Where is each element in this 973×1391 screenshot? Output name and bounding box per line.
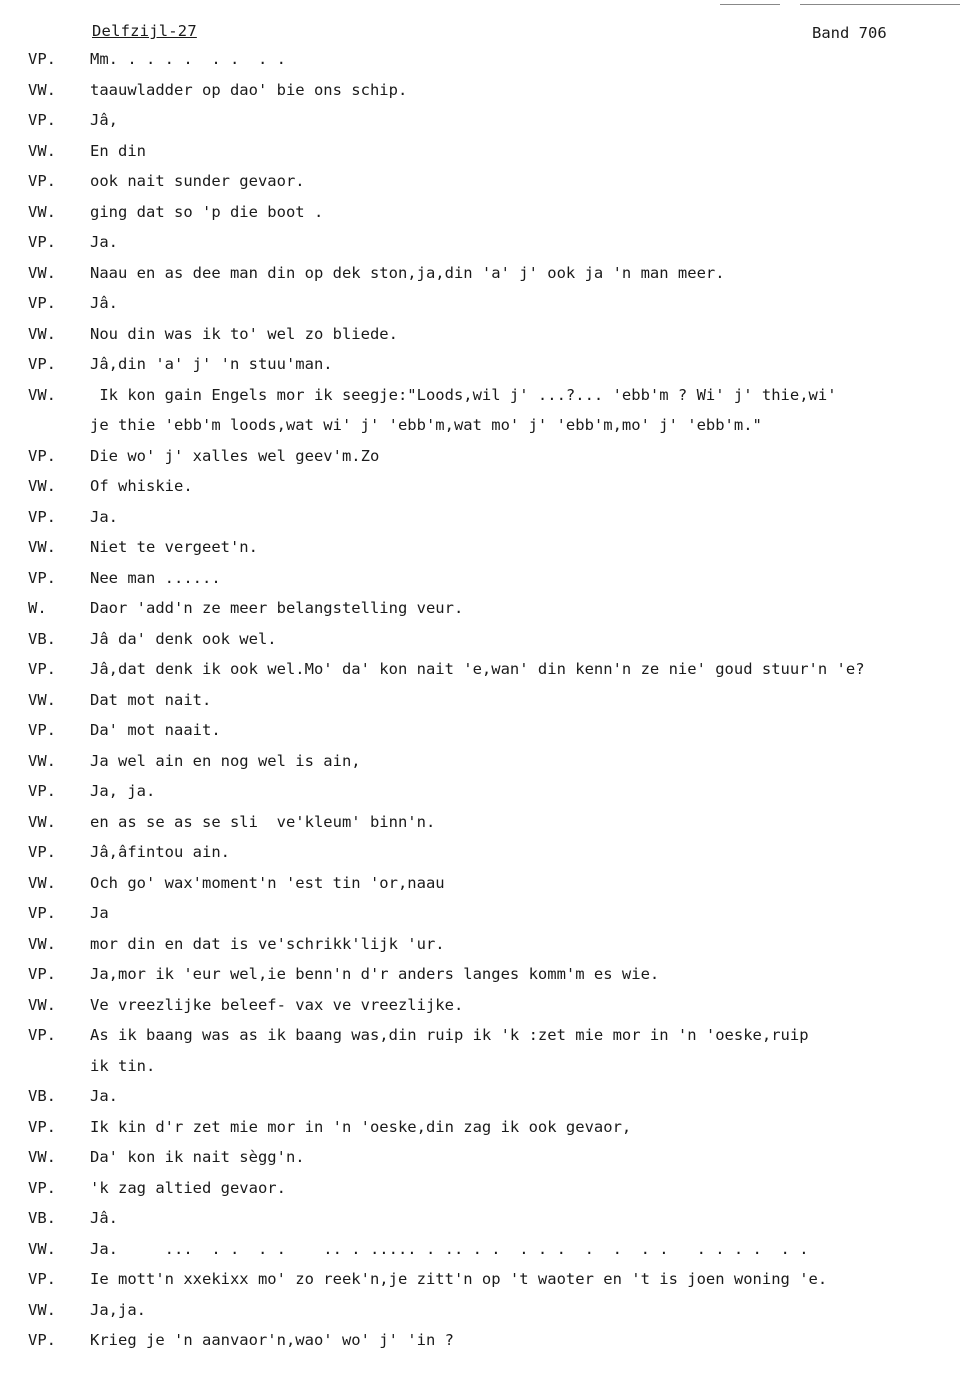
transcript-line — [0, 477, 973, 508]
speaker-code: VW. — [28, 538, 56, 556]
transcript-line — [0, 264, 973, 295]
transcript-line — [0, 142, 973, 173]
utterance-text: Ve vreezlijke beleef- vax ve vreezlijke. — [90, 995, 464, 1014]
transcript-line — [0, 416, 973, 447]
speaker-code: VW. — [28, 1300, 56, 1319]
utterance-text: Jâ, — [90, 111, 118, 129]
transcript-line — [0, 50, 973, 81]
transcript-line — [0, 81, 973, 112]
transcript-line — [0, 843, 973, 874]
utterance-text: Ja,mor ik 'eur wel,ie benn'n d'r anders langes komm'm es wie. — [90, 965, 660, 983]
speaker-code: VP. — [28, 1178, 56, 1197]
utterance-text: Och go' wax'moment'n 'est tin 'or,naau — [90, 873, 445, 892]
transcript-line — [0, 1331, 973, 1362]
utterance-text: Daor 'add'n ze meer belangstelling veur. — [90, 599, 464, 617]
speaker-code: VW. — [28, 324, 56, 343]
utterance-text: Nou din was ik to' wel zo bliede. — [90, 324, 398, 343]
speaker-code: VW. — [28, 385, 56, 404]
speaker-code: VB. — [28, 629, 56, 648]
speaker-code: VB. — [28, 1209, 56, 1227]
band-number: Band 706 — [812, 24, 887, 42]
speaker-code: VW. — [28, 934, 56, 953]
utterance-text: Die wo' j' xalles wel geev'm.Zo — [90, 446, 380, 465]
utterance-text: ook nait sunder gevaor. — [90, 172, 305, 190]
transcript-line — [0, 630, 973, 661]
transcript-line — [0, 721, 973, 752]
transcript-line — [0, 325, 973, 356]
transcript-line — [0, 782, 973, 813]
utterance-text: Ja — [90, 904, 109, 922]
speaker-code: VP. — [28, 111, 56, 129]
transcript-line — [0, 508, 973, 539]
transcript-line — [0, 172, 973, 203]
utterance-text: Ik kin d'r zet mie mor in 'n 'oeske,din zag ik ook gevaor, — [90, 1117, 632, 1136]
transcript-line — [0, 538, 973, 569]
transcript-line — [0, 1087, 973, 1118]
speaker-code: VW. — [28, 80, 56, 99]
transcript-line — [0, 1026, 973, 1057]
speaker-code: VP. — [28, 1270, 56, 1288]
speaker-code: VW. — [28, 141, 56, 160]
transcript-line — [0, 1209, 973, 1240]
transcript-line — [0, 599, 973, 630]
speaker-code: VW. — [28, 263, 56, 282]
speaker-code: VW. — [28, 690, 56, 709]
speaker-code: VW. — [28, 1239, 56, 1258]
utterance-text: Nee man ...... — [90, 568, 221, 587]
utterance-text: Ja. — [90, 233, 118, 251]
transcript-line — [0, 874, 973, 905]
speaker-code: VP. — [28, 294, 56, 312]
speaker-code: VB. — [28, 1087, 56, 1105]
transcript-line — [0, 447, 973, 478]
utterance-text: As ik baang was as ik baang was,din ruip ik 'k :zet mie mor in 'n 'oeske,ruip — [90, 1026, 809, 1044]
transcript-line — [0, 1240, 973, 1271]
utterance-text: Jâ da' denk ook wel. — [90, 629, 277, 648]
speaker-code: VP. — [28, 904, 56, 922]
speaker-code: W. — [28, 599, 47, 617]
speaker-code: VP. — [28, 721, 56, 739]
utterance-text: en as se as se sli ve'kleum' binn'n. — [90, 812, 436, 831]
utterance-text: Ja wel ain en nog wel is ain, — [90, 751, 361, 770]
utterance-text: ik tin. — [90, 1056, 156, 1075]
utterance-text: Ja. ... . . . . .. . ..... . .. . . . . . . . . . . . . . . . — [90, 1239, 809, 1258]
utterance-text: mor din en dat is ve'schrikk'lijk 'ur. — [90, 934, 445, 953]
speaker-code: VW. — [28, 812, 56, 831]
top-rule — [720, 4, 780, 5]
transcript-line — [0, 752, 973, 783]
utterance-text: Jâ,dat denk ik ook wel.Mo' da' kon nait 'e,wan' din kenn'n ze nie' goud stuur'n 'e? — [90, 660, 865, 678]
speaker-code: VP. — [28, 843, 56, 861]
transcript-line — [0, 1179, 973, 1210]
utterance-text: Da' mot naait. — [90, 721, 221, 739]
transcript-line — [0, 1118, 973, 1149]
utterance-text: Ik kon gain Engels mor ik seegje:"Loods,wil j' ...?... 'ebb'm ? Wi' j' thie,wi' — [90, 385, 837, 404]
document-title: Delfzijl-27 — [92, 22, 197, 40]
transcript-line — [0, 965, 973, 996]
transcript-line — [0, 386, 973, 417]
transcript-line — [0, 691, 973, 722]
transcript-line — [0, 111, 973, 142]
transcript-line — [0, 935, 973, 966]
speaker-code: VW. — [28, 751, 56, 770]
utterance-text: 'k zag altied gevaor. — [90, 1178, 286, 1197]
speaker-code: VP. — [28, 507, 56, 526]
utterance-text: Dat mot nait. — [90, 690, 212, 709]
transcript-lines — [0, 50, 973, 1362]
utterance-text: Jâ. — [90, 1209, 118, 1227]
utterance-text: taauwladder op dao' bie ons schip. — [90, 80, 408, 99]
utterance-text: je thie 'ebb'm loods,wat wi' j' 'ebb'm,wat mo' j' 'ebb'm,mo' j' 'ebb'm." — [90, 416, 762, 434]
speaker-code: VW. — [28, 202, 56, 221]
transcript-line — [0, 1270, 973, 1301]
transcript-line — [0, 1301, 973, 1332]
utterance-text: Ja,ja. — [90, 1300, 146, 1319]
speaker-code: VW. — [28, 873, 56, 892]
transcript-line — [0, 1148, 973, 1179]
speaker-code: VP. — [28, 782, 56, 800]
utterance-text: Jâ. — [90, 294, 118, 312]
speaker-code: VP. — [28, 660, 56, 678]
speaker-code: VP. — [28, 172, 56, 190]
utterance-text: Ja. — [90, 507, 118, 526]
speaker-code: VP. — [28, 1117, 56, 1136]
utterance-text: Niet te vergeet'n. — [90, 538, 258, 556]
transcript-line — [0, 294, 973, 325]
transcript-line — [0, 203, 973, 234]
utterance-text: Da' kon ik nait sègg'n. — [90, 1148, 305, 1166]
speaker-code: VP. — [28, 568, 56, 587]
transcript-line — [0, 660, 973, 691]
speaker-code: VW. — [28, 995, 56, 1014]
speaker-code: VP. — [28, 1026, 56, 1044]
transcript-line — [0, 233, 973, 264]
speaker-code: VP. — [28, 50, 56, 68]
transcript-line — [0, 1057, 973, 1088]
speaker-code: VP. — [28, 233, 56, 251]
utterance-text: Of whiskie. — [90, 477, 193, 495]
transcript-line — [0, 569, 973, 600]
utterance-text: En din — [90, 141, 146, 160]
utterance-text: Ja, ja. — [90, 782, 156, 800]
speaker-code: VW. — [28, 1148, 56, 1166]
transcript-line — [0, 813, 973, 844]
top-rule — [800, 4, 960, 5]
utterance-text: Mm. . . . . . . . . — [90, 50, 286, 68]
speaker-code: VW. — [28, 477, 56, 495]
speaker-code: VP. — [28, 1331, 56, 1349]
utterance-text: Jâ,din 'a' j' 'n stuu'man. — [90, 355, 333, 373]
utterance-text: Jâ,âfintou ain. — [90, 843, 230, 861]
speaker-code: VP. — [28, 965, 56, 983]
speaker-code: VP. — [28, 446, 56, 465]
utterance-text: Ja. — [90, 1087, 118, 1105]
transcript-line — [0, 996, 973, 1027]
speaker-code: VP. — [28, 355, 56, 373]
transcript-line — [0, 904, 973, 935]
utterance-text: ging dat so 'p die boot . — [90, 202, 324, 221]
utterance-text: Krieg je 'n aanvaor'n,wao' wo' j' 'in ? — [90, 1331, 454, 1349]
utterance-text: Ie mott'n xxekixx mo' zo reek'n,je zitt'n op 't waoter en 't is joen woning 'e. — [90, 1270, 828, 1288]
transcript-line — [0, 355, 973, 386]
utterance-text: Naau en as dee man din op dek ston,ja,din 'a' j' ook ja 'n man meer. — [90, 263, 725, 282]
